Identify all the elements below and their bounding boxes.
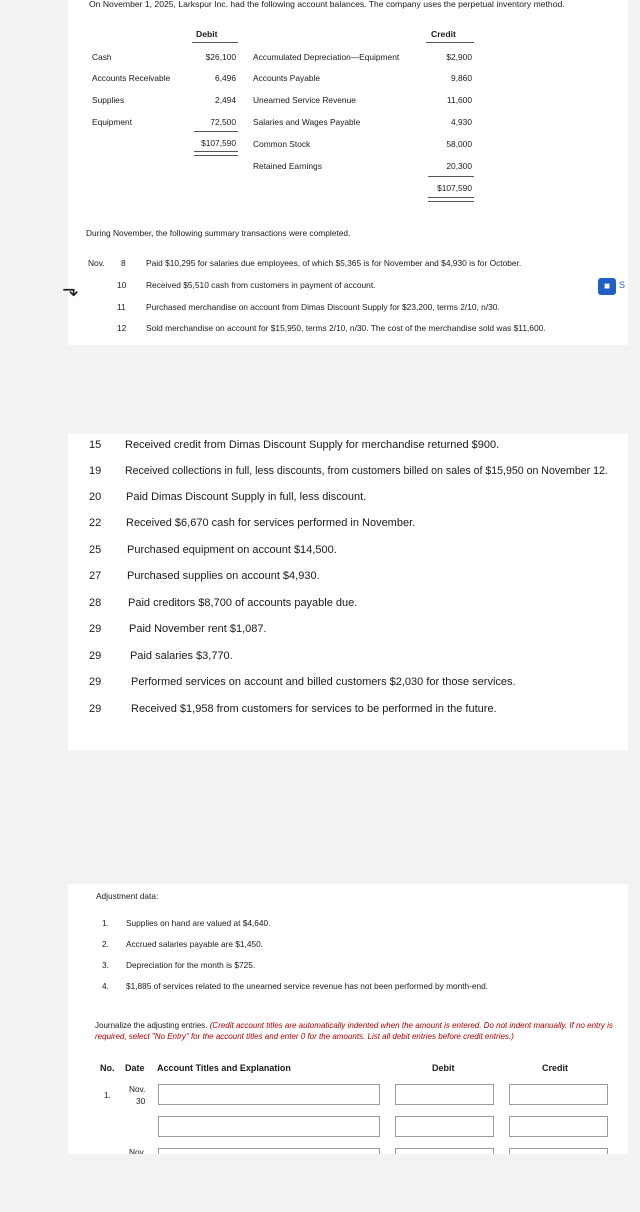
adjustment-title: Adjustment data: — [96, 891, 159, 901]
header-rule-debit — [192, 42, 238, 43]
transaction-text: Received $1,958 from customers for services to be performed in the future. — [131, 703, 497, 715]
credit-account: Salaries and Wages Payable — [253, 117, 361, 127]
transaction-day: 10 — [117, 280, 127, 290]
transaction-day: 29 — [89, 703, 102, 715]
transaction-day: 19 — [89, 465, 102, 477]
transaction-text: Received $5,510 cash from customers in payment of account. — [146, 280, 376, 290]
credit-account: Retained Earnings — [253, 161, 322, 171]
transaction-day: 8 — [121, 258, 126, 268]
credit-amount: $2,900 — [446, 52, 472, 62]
credit-amount: 11,600 — [447, 95, 472, 105]
account-title-input[interactable] — [158, 1084, 380, 1105]
adjustment-text: Depreciation for the month is $725. — [126, 960, 256, 970]
credit-amount-input[interactable] — [509, 1084, 608, 1105]
credit-amount-input[interactable] — [509, 1148, 608, 1154]
credit-amount: 4,930 — [451, 117, 472, 127]
instructions — [95, 1020, 619, 1042]
col-account-header: Account Titles and Explanation — [157, 1063, 291, 1073]
transaction-text: Paid salaries $3,770. — [130, 650, 233, 662]
debit-amount-input[interactable] — [395, 1148, 494, 1154]
transaction-day: 28 — [89, 597, 102, 609]
transaction-text: Paid creditors $8,700 of accounts payable due. — [128, 597, 358, 609]
debit-account: Supplies — [92, 95, 125, 105]
adjustment-num: 1. — [102, 918, 109, 928]
next-entry-month: Nov. — [129, 1147, 146, 1154]
transaction-text: Received credit from Dimas Discount Supply for merchandise returned $900. — [125, 439, 500, 451]
transaction-day: 27 — [89, 570, 102, 582]
debit-amount: $26,100 — [205, 52, 236, 62]
debit-header: Debit — [196, 29, 218, 39]
transaction-day: 22 — [89, 517, 102, 529]
debit-amount-input[interactable] — [395, 1116, 494, 1137]
col-credit-header: Credit — [542, 1063, 569, 1073]
entry-number: 1. — [104, 1090, 111, 1100]
transaction-day: 20 — [89, 491, 102, 503]
transaction-text: Purchased merchandise on account from Dimas Discount Supply for $23,200, terms 2/10, n/30. — [146, 302, 500, 312]
adjustment-text: $1,885 of services related to the unearned service revenue has not been performed by month-end. — [126, 981, 489, 991]
month-label: Nov. — [88, 258, 105, 268]
credit-header: Credit — [431, 29, 456, 39]
debit-account: Accounts Receivable — [92, 73, 171, 83]
transaction-day: 12 — [117, 323, 127, 333]
credit-account: Accounts Payable — [253, 73, 321, 83]
instructions-note: (Credit account titles are automatically indented when the amount is entered. Do not indent manually. If no entry is required, select "No Entry" for the account titles and enter 0 for the amounts. List all debit entries before credit entries.) — [95, 1021, 613, 1041]
badge-letter-icon: S — [619, 280, 626, 290]
transaction-day: 29 — [89, 650, 102, 662]
credit-amount-input[interactable] — [509, 1116, 608, 1137]
credit-total: $107,590 — [437, 183, 472, 193]
col-date-header: Date — [125, 1063, 145, 1073]
instructions-lead: Journalize the adjusting entries. — [95, 1021, 208, 1030]
credit-account: Accumulated Depreciation—Equipment — [253, 52, 400, 62]
header-rule-credit — [426, 42, 474, 43]
transaction-text: Performed services on account and billed customers $2,030 for those services. — [131, 676, 516, 688]
transaction-day: 11 — [117, 302, 126, 312]
account-title-input[interactable] — [158, 1116, 380, 1137]
credit-amount: 58,000 — [446, 139, 472, 149]
transaction-text: Purchased supplies on account $4,930. — [127, 570, 320, 582]
transaction-day: 25 — [89, 544, 102, 556]
adjustment-num: 4. — [102, 981, 109, 991]
adjustment-num: 3. — [102, 960, 109, 970]
debit-total-rule — [194, 131, 238, 132]
transaction-text: Received $6,670 cash for services performed in November. — [126, 517, 416, 529]
chat-icon[interactable]: ■ — [598, 278, 616, 295]
credit-account: Common Stock — [253, 139, 311, 149]
transactions-intro: During November, the following summary transactions were completed. — [86, 228, 351, 238]
col-no-header: No. — [100, 1063, 115, 1073]
transaction-text: Purchased equipment on account $14,500. — [127, 544, 337, 556]
col-debit-header: Debit — [432, 1063, 455, 1073]
transaction-text: Paid $10,295 for salaries due employees, of which $5,365 is for November and $4,930 is for October. — [146, 258, 522, 268]
transaction-text: Received collections in full, less discounts, from customers billed on sales of $15,950 on November 12. — [125, 465, 608, 477]
transaction-day: 29 — [89, 623, 102, 635]
debit-account: Cash — [92, 52, 112, 62]
credit-total-rule — [428, 176, 474, 177]
debit-account: Equipment — [92, 117, 133, 127]
adjustment-text: Accrued salaries payable are $1,450. — [126, 939, 263, 949]
debit-amount: 72,500 — [210, 117, 236, 127]
intro-text: On November 1, 2025, Larkspur Inc. had the following account balances. The company uses the perpetual inventory method. — [89, 0, 565, 9]
transaction-day: 15 — [89, 439, 102, 451]
debit-amount: 2,494 — [215, 95, 236, 105]
curved-arrow-icon: ⬎ — [62, 279, 79, 301]
credit-account: Unearned Service Revenue — [253, 95, 356, 105]
account-title-input[interactable] — [158, 1148, 380, 1154]
credit-amount: 20,300 — [446, 161, 472, 171]
adjustment-text: Supplies on hand are valued at $4,640. — [126, 918, 271, 928]
credit-total-double-rule — [428, 197, 474, 202]
entry-month: Nov. — [129, 1084, 146, 1094]
debit-amount: 6,496 — [215, 73, 236, 83]
debit-total: $107,590 — [201, 138, 236, 148]
transaction-text: Sold merchandise on account for $15,950, terms 2/10, n/30. The cost of the merchandise sold was $11,600. — [146, 323, 546, 333]
adjustment-num: 2. — [102, 939, 109, 949]
transaction-day: 29 — [89, 676, 102, 688]
entry-day: 30 — [136, 1096, 146, 1106]
debit-total-double-rule — [194, 151, 238, 156]
transaction-text: Paid November rent $1,087. — [129, 623, 267, 635]
transaction-text: Paid Dimas Discount Supply in full, less discount. — [126, 491, 367, 503]
credit-amount: 9,860 — [451, 73, 472, 83]
debit-amount-input[interactable] — [395, 1084, 494, 1105]
